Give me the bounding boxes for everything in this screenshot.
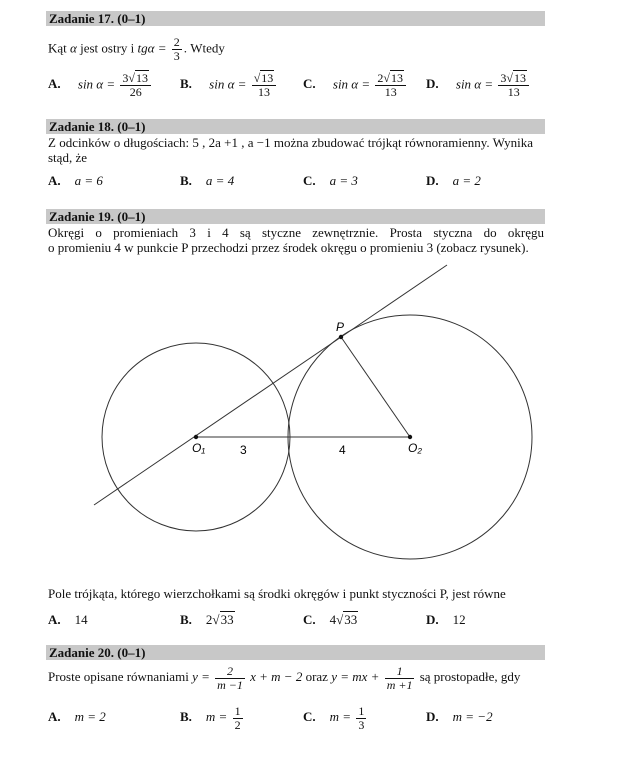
eq1-rest: x + m − 2: [250, 669, 303, 684]
fraction-denominator: m −1: [217, 677, 243, 692]
option-letter: B.: [180, 76, 192, 92]
option-letter: B.: [180, 173, 192, 188]
radicand: 13: [261, 71, 274, 85]
label-p: P: [336, 320, 345, 334]
task-20-mid: oraz: [305, 669, 328, 684]
task-19-option-d[interactable]: [426, 612, 466, 628]
option-value: 12: [452, 612, 466, 627]
task-20-option-a[interactable]: [48, 700, 106, 734]
option-letter: D.: [426, 76, 439, 92]
task-18-line-2: stąd, że: [48, 150, 87, 165]
radius-segment: [341, 337, 410, 437]
option-value: a = 2: [452, 173, 481, 188]
tangent-expression: tgα =: [137, 40, 167, 56]
task-19-option-a[interactable]: [48, 612, 88, 628]
fraction-denominator: 13: [507, 85, 520, 99]
fraction-numerator: 1: [385, 665, 415, 679]
coefficient: 4: [329, 612, 337, 627]
task-20-header: Zadanie 20. (0–1): [46, 645, 545, 660]
task-17-text-c: . Wtedy: [183, 40, 225, 56]
task-20-question: [48, 660, 520, 694]
task-19-option-c[interactable]: C. 4√33: [303, 612, 358, 627]
fraction-numerator: 1: [358, 703, 365, 718]
option-lhs: m =: [205, 709, 228, 724]
option-fraction: [356, 705, 366, 732]
option-lhs: m = −2: [452, 709, 493, 724]
task-19-line-2: o promieniu 4 w punkcie P przechodzi przez środek okręgu o promieniu 3 (zobacz rysunek).: [48, 240, 529, 255]
option-letter: A.: [48, 173, 61, 188]
fraction-denominator: 13: [384, 85, 397, 99]
task-20-option-b[interactable]: [180, 700, 245, 734]
option-letter: C.: [303, 709, 316, 724]
option-lhs: sin α =: [455, 76, 494, 92]
option-fraction: $\frac{2√13}{13}$: [375, 72, 406, 99]
radicand: 33: [220, 612, 234, 627]
fraction-denominator: 26: [129, 85, 142, 99]
option-lhs: sin α =: [332, 76, 371, 92]
coefficient: 3: [122, 71, 129, 85]
task-18-line-1: Z odcinków o długościach: 5 , 2a +1 , a −1 można zbudować trójkąt równoramienny. Wynika: [48, 135, 534, 150]
fraction-denominator: m +1: [386, 677, 413, 692]
task-20-text-a: Proste opisane równaniami: [48, 669, 189, 684]
radicand: 13: [136, 71, 149, 85]
label-o1: O₁: [192, 441, 206, 455]
option-letter: C.: [303, 612, 316, 627]
task-19-option-b[interactable]: B. 2√33: [180, 612, 234, 627]
coefficient: 2: [377, 71, 384, 85]
option-value: a = 3: [329, 173, 358, 188]
option-letter: C.: [303, 76, 316, 92]
fraction-denominator: 3: [358, 717, 365, 732]
option-lhs: sin α =: [209, 76, 247, 92]
fraction-denominator: 2: [234, 717, 241, 732]
option-lhs: sin α =: [77, 76, 116, 92]
option-lhs: m =: [329, 709, 352, 724]
task-17-text-b: jest ostry i: [80, 40, 135, 56]
option-fraction: [233, 705, 243, 732]
option-letter: D.: [426, 709, 439, 724]
label-o2: O₂: [408, 441, 422, 455]
task-18-header: Zadanie 18. (0–1): [46, 119, 545, 134]
eq1-fraction: [215, 665, 245, 692]
option-lhs: m = 2: [74, 709, 106, 724]
task-17-text-a: Kąt: [48, 40, 67, 56]
option-letter: D.: [426, 173, 439, 188]
coefficient: 2: [205, 612, 213, 627]
option-value: 14: [74, 612, 88, 627]
fraction-denominator: 3: [173, 49, 180, 63]
fraction-numerator: 1: [234, 703, 241, 718]
option-letter: A.: [48, 612, 61, 627]
task-20-option-d[interactable]: [426, 700, 493, 734]
point-p-dot: [339, 335, 343, 339]
option-value: a = 6: [74, 173, 103, 188]
option-letter: B.: [180, 709, 192, 724]
radicand: 33: [344, 612, 358, 627]
option-letter: B.: [180, 612, 192, 627]
alpha-symbol: α: [70, 40, 77, 56]
radicand: 13: [391, 71, 404, 85]
option-letter: A.: [48, 709, 61, 724]
option-fraction: $\frac{3√13}{13}$: [498, 72, 529, 99]
task-17-header: Zadanie 17. (0–1): [46, 11, 545, 26]
fraction-numerator: 2: [215, 665, 245, 679]
option-fraction: $\frac{3√13}{26}$: [120, 72, 151, 99]
task-19-line-1: Okręgi o promieniach 3 i 4 są styczne zewnętrznie. Prosta styczna do okręgu: [48, 225, 544, 240]
label-length-4: 4: [339, 443, 346, 457]
fraction-denominator: 13: [258, 85, 270, 99]
eq1-lhs: y =: [192, 669, 210, 684]
task-20-text-b: są prostopadłe, gdy: [419, 669, 521, 684]
fraction-numerator: 2: [173, 35, 180, 49]
option-fraction: $\frac{√13}{13}$: [252, 72, 277, 99]
center-o1-dot: [194, 435, 198, 439]
label-length-3: 3: [240, 443, 247, 457]
radicand: 13: [514, 71, 527, 85]
eq2-lhs: y = mx +: [331, 669, 380, 684]
option-value: a = 4: [205, 173, 235, 188]
task-19-header: Zadanie 19. (0–1): [46, 209, 545, 224]
option-letter: C.: [303, 173, 316, 188]
option-letter: A.: [48, 76, 61, 92]
eq2-fraction: [385, 665, 415, 692]
tangent-line: [94, 265, 447, 505]
task-20-option-c[interactable]: [303, 700, 368, 734]
task-19-question: Pole trójkąta, którego wierzchołkami są środki okręgów i punkt styczności P, jest równe: [48, 586, 506, 601]
coefficient: 3: [500, 71, 507, 85]
option-letter: D.: [426, 612, 439, 627]
center-o2-dot: [408, 435, 412, 439]
